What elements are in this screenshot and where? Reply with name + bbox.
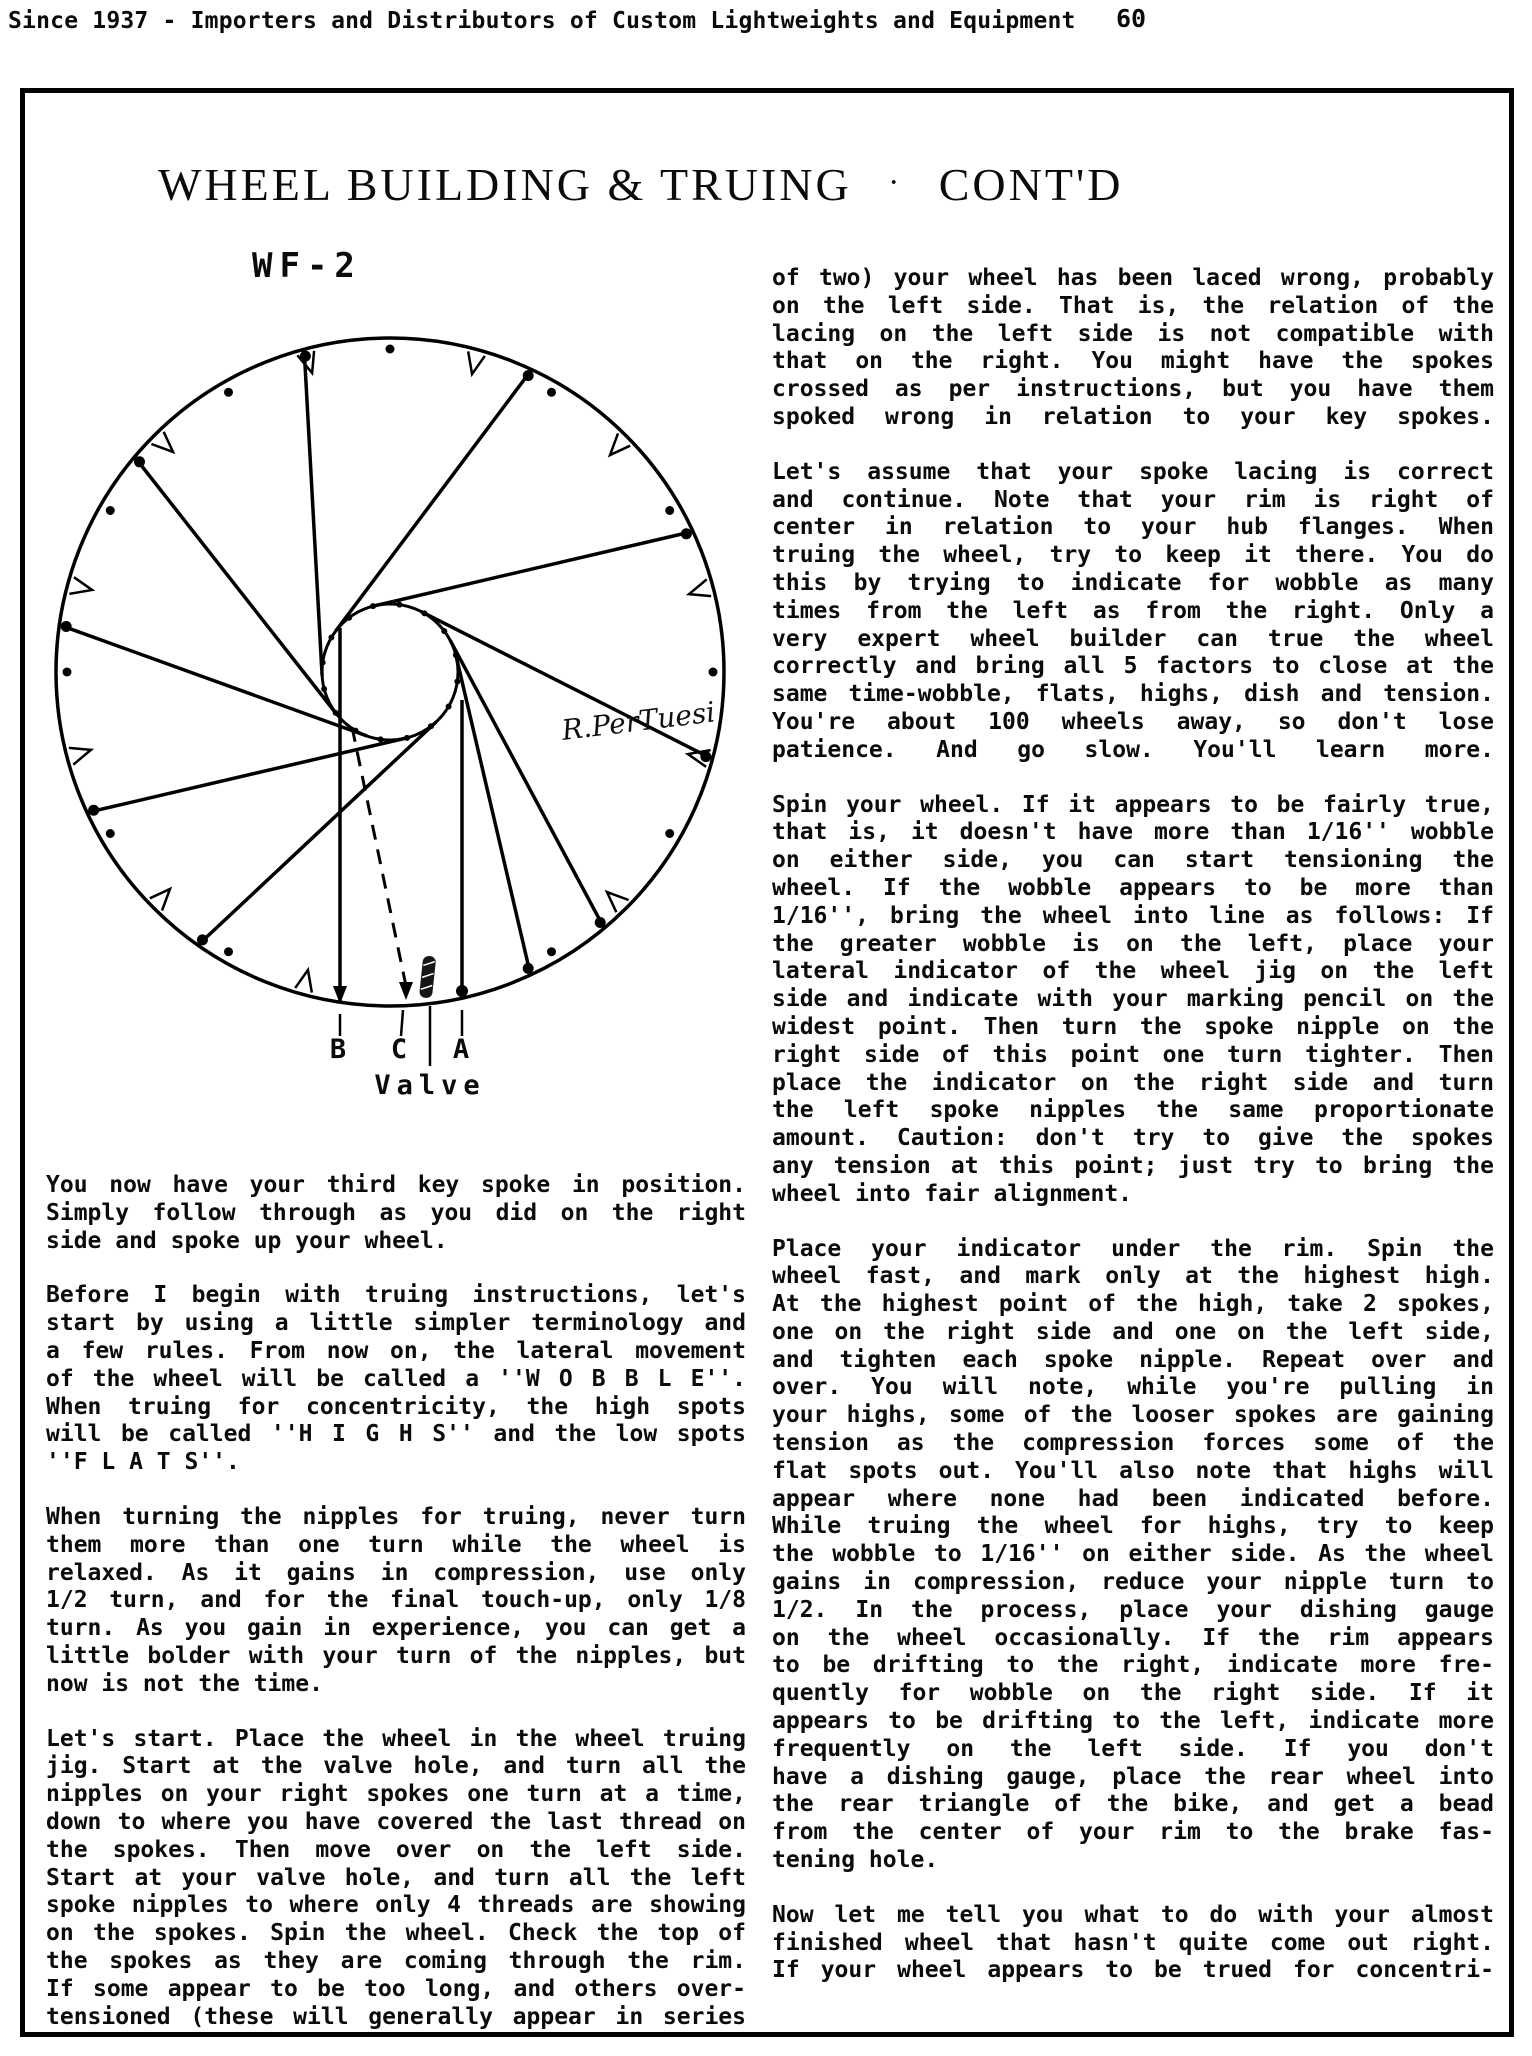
rim-dot-mark bbox=[106, 506, 115, 515]
label-b: B bbox=[329, 1034, 347, 1065]
title-suffix: CONT'D bbox=[938, 159, 1124, 210]
text-line: ''F L A T S''. bbox=[46, 1449, 240, 1476]
text-line: When turning the nipples for truing, never turn bbox=[46, 1503, 746, 1530]
text-line: wheel fast, and mark only at the highest high. bbox=[772, 1263, 1494, 1290]
text-line: If your wheel appears to be trued for concentri- bbox=[772, 1957, 1494, 1984]
text-line: place the indicator on the right side and turn bbox=[772, 1069, 1494, 1096]
left-column bbox=[46, 1172, 746, 2056]
hub-hole-tick bbox=[328, 634, 334, 640]
right-column bbox=[772, 265, 1494, 2012]
text-line: 1/2. In the process, place your dishing gauge bbox=[772, 1596, 1494, 1623]
text-line: wheel. If the wobble appears to be more than bbox=[772, 874, 1494, 901]
text-line: patience. And go slow. You'll learn more. bbox=[772, 736, 1494, 763]
text-line: center in relation to your hub flanges. When bbox=[772, 514, 1494, 541]
text-line: 1/16'', bring the wheel into line as follows: If bbox=[772, 902, 1494, 929]
text-line: from the center of your rim to the brake fas- bbox=[772, 1819, 1494, 1846]
text-line: right side of this point one turn tighter. Then bbox=[772, 1041, 1494, 1068]
text-line: any tension at this point; just try to bring the bbox=[772, 1152, 1494, 1179]
text-line: one on the right side and one on the left side, bbox=[772, 1318, 1494, 1345]
hub-hole-tick bbox=[378, 736, 384, 742]
text-line: a few rules. From now on, the lateral movement bbox=[46, 1337, 746, 1364]
article-title bbox=[158, 158, 1123, 211]
hub-hole-tick bbox=[333, 710, 339, 716]
text-line: While truing the wheel for highs, try to keep bbox=[772, 1513, 1494, 1540]
text-line: Simply follow through as you did on the right bbox=[46, 1199, 746, 1226]
text-line: tensioned (these will generally appear in series bbox=[46, 2003, 746, 2030]
paragraph bbox=[772, 792, 1494, 1209]
text-line: on either side, you can start tensioning the bbox=[772, 847, 1494, 874]
text-line: Let's assume that your spoke lacing is correct bbox=[772, 458, 1494, 485]
text-line: the rear triangle of the bike, and get a bead bbox=[772, 1791, 1494, 1818]
hub-hole-tick bbox=[446, 704, 452, 710]
rim-dot-mark bbox=[665, 829, 674, 838]
figure-label: WF-2 bbox=[252, 246, 362, 286]
hub-hole-tick bbox=[454, 678, 460, 684]
text-line: on the left side. That is, the relation of the bbox=[772, 292, 1494, 319]
text-line: same time-wobble, flats, highs, dish and tension. bbox=[772, 681, 1494, 708]
rim-dot-mark bbox=[63, 668, 72, 677]
rim-v-mark bbox=[295, 970, 312, 993]
rim-dot-mark bbox=[106, 829, 115, 838]
rim-v-mark bbox=[69, 577, 92, 594]
text-line: will be called ''H I G H S'' and the low spots bbox=[46, 1421, 746, 1448]
text-line: that is, it doesn't have more than 1/16'' wobble bbox=[772, 819, 1494, 846]
rim-dot-mark bbox=[665, 506, 674, 515]
paragraph bbox=[46, 1504, 746, 1699]
paragraph bbox=[46, 1726, 746, 2032]
text-line: your highs, some of the looser spokes are gaining bbox=[772, 1402, 1494, 1429]
rim-v-mark bbox=[69, 748, 91, 765]
text-line: Before I begin with truing instructions, let's bbox=[46, 1282, 746, 1309]
spoke-head-dot bbox=[595, 917, 606, 928]
text-line: on the wheel occasionally. If the rim appears bbox=[772, 1624, 1494, 1651]
rim-dot-mark bbox=[224, 388, 233, 397]
rim-v-mark bbox=[468, 351, 485, 374]
text-line: start by using a little simpler terminology and bbox=[46, 1310, 746, 1337]
text-line: If some appear to be too long, and others over- bbox=[46, 1975, 746, 2002]
spoke-head-dot bbox=[523, 370, 534, 381]
text-line: tension as the compression forces some of the bbox=[772, 1430, 1494, 1457]
text-line: flat spots out. You'll also note that highs will bbox=[772, 1457, 1494, 1484]
text-line: turn. As you gain in experience, you can get a bbox=[46, 1615, 746, 1642]
spoke-head-dot bbox=[61, 621, 72, 632]
spoke-head-dot bbox=[134, 456, 145, 467]
rim-v-mark bbox=[689, 579, 711, 596]
spoke bbox=[450, 640, 603, 925]
wheel-diagram bbox=[20, 320, 764, 1120]
text-line: to be drifting to the right, indicate more fre- bbox=[772, 1652, 1494, 1679]
text-line: very expert wheel builder can true the wheel bbox=[772, 625, 1494, 652]
text-line: widest point. Then turn the spoke nipple on the bbox=[772, 1013, 1494, 1040]
title-separator-dot: · bbox=[889, 170, 901, 196]
text-line: relaxed. As it gains in compression, use only bbox=[46, 1559, 746, 1586]
text-line: over. You will note, while you're pulling in bbox=[772, 1374, 1494, 1401]
text-line: of two) your wheel has been laced wrong, probably bbox=[772, 265, 1494, 291]
text-line: finished wheel that hasn't quite come out right. bbox=[772, 1929, 1494, 1956]
text-line: amount. Caution: don't try to give the spokes bbox=[772, 1125, 1494, 1152]
text-line: crossed as per instructions, but you have them bbox=[772, 376, 1494, 403]
leader-c bbox=[401, 1010, 403, 1036]
hub-hole-tick bbox=[422, 610, 428, 616]
text-line: side and indicate with your marking pencil on the bbox=[772, 986, 1494, 1013]
text-line: side and spoke up your wheel. bbox=[46, 1227, 448, 1254]
spoke-head-dot bbox=[523, 963, 534, 974]
text-line: You're about 100 wheels away, so don't lose bbox=[772, 708, 1494, 735]
hub-hole-tick bbox=[321, 686, 327, 692]
text-line: spoke nipples to where only 4 threads are showing bbox=[46, 1892, 746, 1919]
title-main: WHEEL BUILDING & TRUING bbox=[158, 159, 852, 210]
text-line: them more than one turn while the wheel is bbox=[46, 1531, 746, 1558]
spoke bbox=[90, 738, 405, 812]
text-line: When truing for concentricity, the high spots bbox=[46, 1393, 746, 1420]
text-line: spoked wrong in relation to your key spokes. bbox=[772, 403, 1494, 430]
spoke-head-dot bbox=[197, 934, 208, 945]
page-number: 60 bbox=[1116, 4, 1147, 33]
text-line: little bolder with your turn of the nipples, but bbox=[46, 1642, 746, 1669]
text-line: You now have your third key spoke in position. bbox=[46, 1172, 746, 1198]
text-line: lacing on the left side is not compatible with bbox=[772, 320, 1494, 347]
text-line: gains in compression, reduce your nipple turn to bbox=[772, 1569, 1494, 1596]
paragraph bbox=[772, 1236, 1494, 1875]
rim-dot-mark bbox=[547, 388, 556, 397]
text-line: of the wheel will be called a ''W O B B L E''. bbox=[46, 1365, 746, 1392]
rim-dot-mark bbox=[386, 345, 395, 354]
text-line: the spokes. Then move over on the left side. bbox=[46, 1836, 746, 1863]
hub-hole-tick bbox=[370, 603, 376, 609]
text-line: the spokes as they are coming through the rim. bbox=[46, 1947, 746, 1974]
text-line: the wobble to 1/16'' on either side. As the wheel bbox=[772, 1541, 1494, 1568]
text-line: correctly and bring all 5 factors to close at the bbox=[772, 653, 1494, 680]
spoke-head-dot bbox=[88, 805, 99, 816]
spoke bbox=[200, 722, 436, 943]
text-line: frequently on the left side. If you don't bbox=[772, 1735, 1494, 1762]
hub-hole-tick bbox=[346, 615, 352, 621]
header-tagline: Since 1937 - Importers and Distributors of Custom Lightweights and Equipment bbox=[8, 8, 1076, 34]
label-c: C bbox=[390, 1034, 408, 1065]
text-line: quently for wobble on the right side. If it bbox=[772, 1680, 1494, 1707]
hub-hole-tick bbox=[428, 723, 434, 729]
rim-dot-mark bbox=[709, 668, 718, 677]
paragraph bbox=[772, 459, 1494, 765]
spoke bbox=[375, 532, 690, 606]
text-line: down to where you have covered the last thread on bbox=[46, 1808, 746, 1835]
spoke-a-head-dot bbox=[456, 985, 468, 997]
spoke-c-arrowhead bbox=[399, 982, 413, 1000]
text-line: have a dishing gauge, place the rear wheel into bbox=[772, 1763, 1494, 1790]
text-line: appear where none had been indicated before. bbox=[772, 1485, 1494, 1512]
text-line: now is not the time. bbox=[46, 1670, 323, 1697]
spoke-head-dot bbox=[681, 528, 692, 539]
text-line: Place your indicator under the rim. Spin the bbox=[772, 1235, 1494, 1262]
spoke bbox=[456, 657, 530, 972]
text-line: this by trying to indicate for wobble as many bbox=[772, 569, 1494, 596]
label-a: A bbox=[452, 1034, 470, 1065]
text-line: the left spoke nipples the same proportionate bbox=[772, 1097, 1494, 1124]
paragraph bbox=[772, 1902, 1494, 1985]
text-line: Spin your wheel. If it appears to be fairly true, bbox=[772, 791, 1494, 818]
text-line: times from the left as from the right. Only a bbox=[772, 597, 1494, 624]
hub-hole-tick bbox=[396, 602, 402, 608]
text-line: truing the wheel, try to keep it there. You do bbox=[772, 542, 1494, 569]
text-line: 1/2 turn, and for the final touch-up, only 1/8 bbox=[46, 1587, 746, 1614]
hub-hole-tick bbox=[320, 660, 326, 666]
spoke bbox=[304, 352, 322, 675]
text-line: tening hole. bbox=[772, 1847, 939, 1874]
text-line: Let's start. Place the wheel in the wheel truing bbox=[46, 1725, 746, 1752]
text-line: wheel into fair alignment. bbox=[772, 1180, 1133, 1207]
signature: R.PerTuesi bbox=[559, 695, 717, 747]
text-line: and tighten each spoke nipple. Repeat over and bbox=[772, 1346, 1494, 1373]
paragraph bbox=[772, 265, 1494, 432]
text-line: Now let me tell you what to do with your almost bbox=[772, 1901, 1494, 1928]
rim-dot-mark bbox=[224, 947, 233, 956]
text-line: and continue. Note that your rim is right of bbox=[772, 486, 1494, 513]
text-line: the greater wobble is on the left, place your bbox=[772, 930, 1494, 957]
hub-hole-tick bbox=[441, 628, 447, 634]
hub-hole-tick bbox=[404, 735, 410, 741]
wheel-spokes-and-marks bbox=[61, 345, 718, 993]
spoke-c-dashed bbox=[352, 727, 406, 986]
text-line: on the spokes. Spin the wheel. Check the top of bbox=[46, 1920, 746, 1947]
spoke bbox=[136, 459, 336, 714]
paragraph bbox=[46, 1282, 746, 1477]
paragraph bbox=[46, 1172, 746, 1255]
text-line: Start at your valve hole, and turn all the left bbox=[46, 1864, 746, 1891]
label-valve: Valve bbox=[374, 1070, 486, 1101]
text-line: At the highest point of the high, take 2 spokes, bbox=[772, 1291, 1494, 1318]
hub-hole-tick bbox=[453, 652, 459, 658]
rim-dot-mark bbox=[547, 947, 556, 956]
text-line: jig. Start at the valve hole, and turn all the bbox=[46, 1753, 746, 1780]
text-line: appears to be drifting to the left, indicate more bbox=[772, 1708, 1494, 1735]
text-line: nipples on your right spokes one turn at a time, bbox=[46, 1781, 746, 1808]
text-line: lateral indicator of the wheel jig on the left bbox=[772, 958, 1494, 985]
text-line: that on the right. You might have the spokes bbox=[772, 348, 1494, 375]
